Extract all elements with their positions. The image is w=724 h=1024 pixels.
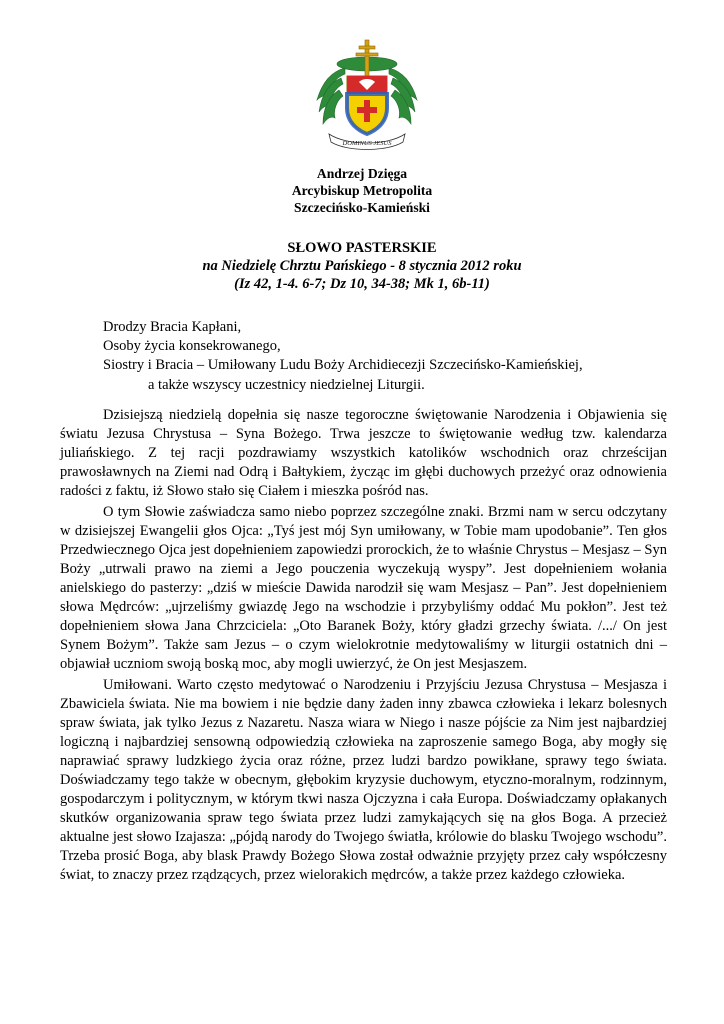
author-title: Arcybiskup Metropolita [291,183,433,198]
greeting [103,318,683,395]
author-name: Andrzej Dzięga [316,166,408,181]
letter-body [60,406,667,885]
paragraph: Dzisiejszą niedzielą dopełnia się nasze tegoroczne świętowanie Narodzenia i Objawienia się światu Jezusa Chrystusa – Syna Bożego. Trwa jeszcze to świętowanie według tzw. kalendarza juliańskiego. Z tej racji pozdrawiamy wszystkich katolików wschodnich oraz chrześcijan prawosławnych na Ziemi nad Odrą i Bałtykiem, życząc im głębi duchowych przeżyć oraz odnowienia radości z faktu, iż Słowo stało się Ciałem i mieszka pośród nas. [60,407,667,499]
greeting-line: a także wszyscy uczestnicy niedzielnej Liturgii. [148,376,425,393]
greeting-line: Osoby życia konsekrowanego, [103,338,281,355]
coat-of-arms [307,38,427,156]
document-readings: (Iz 42, 1-4. 6-7; Dz 10, 34-38; Mk 1, 6b-11) [234,276,490,292]
paragraph: O tym Słowie zaświadcza samo niebo poprzez szczególne znaki. Brzmi nam w sercu odczytany w dzisiejszej Ewangelii głos Ojca: „Tyś jest mój Syn umiłowany, w Tobie mam upodobanie”. Ten głos Przedwiecznego Ojca jest dopełnieniem zapowiedzi prorockich, że to właśnie Chrystus – Mesjasz – Syn Boży „utrwali prawo na ziemi a Jego pouczenia wyczekują wyspy”. Jest dopełnieniem wołania anielskiego do pasterzy: „dziś w mieście Dawida narodził się wam Mesjasz – Pan”. Jest dopełnieniem słowa Mędrców: „ujrzeliśmy gwiazdę Jego na wschodzie i przybyliśmy oddać Mu pokłon”. Jest też dopełnieniem słowa Jana Chrzciciela: „Oto Baranek Boży, który gładzi grzechy świata. /.../ On jest Synem Bożym”. Także sam Jezus – o czym wielokrotnie medytowaliśmy w liturgii ostatnich dni – objawiał uczniom swoją boską moc, aby mogli uwierzyć, że On jest Mesjaszem. [60,504,667,672]
author-header [0,165,724,216]
document-title-block [0,239,724,293]
greeting-line: Siostry i Bracia – Umiłowany Ludu Boży Archidiecezji Szczecińsko-Kamieńskiej, [103,357,583,374]
document-subtitle: na Niedzielę Chrztu Pańskiego - 8 stycznia 2012 roku [202,258,522,274]
greeting-line: Drodzy Bracia Kapłani, [103,319,242,335]
author-diocese: Szczecińsko-Kamieński [294,200,430,215]
paragraph: Umiłowani. Warto często medytować o Narodzeniu i Przyjściu Jezusa Chrystusa – Mesjasza i Zbawiciela świata. Nie ma bowiem i nie będzie dany żaden inny zbawca człowieka i lekarz bolesnych spraw świata, jak tylko Jezus z Nazaretu. Nasza wiara w Niego i nasze pójście za Nim jest najbardziej logiczną i najbardziej sensowną odpowiedzią człowieka na zaproszenie samego Boga, aby mogły się naprawiać sprawy ludzkiego życia oraz różne, przez ludzi bardzo powikłane, sprawy tego świata. Doświadczamy tego także w obecnym, głębokim kryzysie duchowym, etyczno-moralnym, rodzinnym, gospodarczym i politycznym, w którym tkwi nasza Ojczyzna i cała Europa. Doświadczamy opłakanych skutków organizowania spraw tego świata przez ludzi zamykających się na głos Boga. A przecież aktualne jest słowo Izajasza: „pójdą narody do Twojego światła, królowie do blasku Twojego wschodu”. Trzeba prosić Boga, aby blask Prawdy Bożego Słowa został odważnie przyjęty przez cały współczesny świat, to znaczy przez rządzących, przez wielorakich mędrców, a także przez każdego człowieka. [60,677,667,883]
crest-motto: DOMINUS JESUS [342,140,392,147]
document-title: SŁOWO PASTERSKIE [287,240,437,256]
